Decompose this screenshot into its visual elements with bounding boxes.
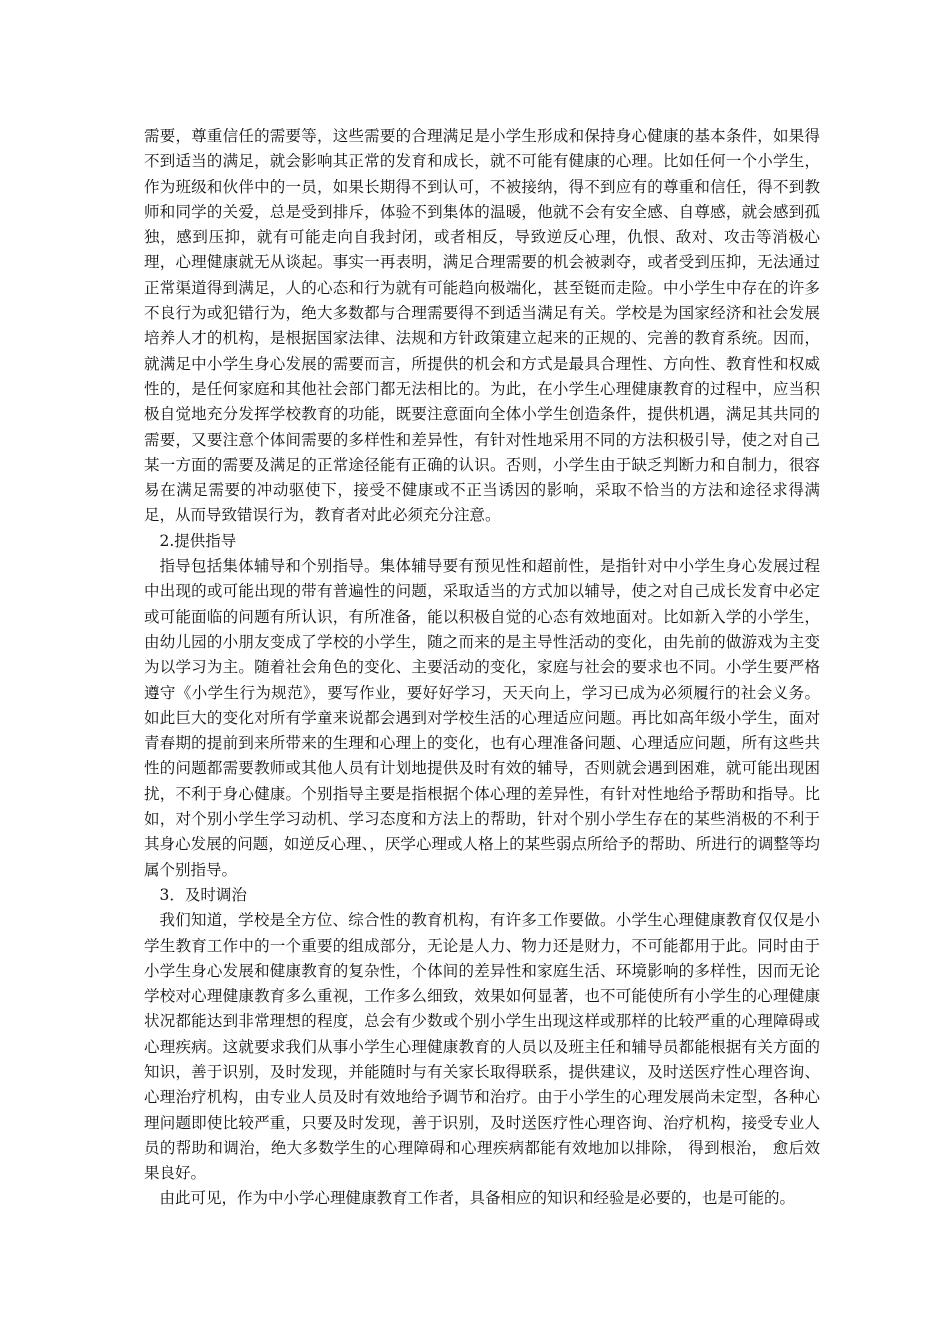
paragraph-timely-treatment: 我们知道，学校是全方位、综合性的教育机构，有许多工作要做。小学生心理健康教育仅仅是小学生教育工作中的一个重要的组成部分，无论是人力、物力还是财力，不可能都用于此。同时由于小学生身心发展和健康教育的复杂性，个体间的差异性和家庭生活、环境影响的多样性，因而无论学校对心理健康教育多么重视，工作多么细致，效果如何显著，也不可能使所有小学生的心理健康状况都能达到非常理想的程度，总会有少数或个别小学生出现这样或那样的比较严重的心理障碍或心理疾病。这就要求我们从事小学生心理健康教育的人员以及班主任和辅导员都能根据有关方面的知识，善于识别，及时发现，并能随时与有关家长取得联系，提供建议，及时送医疗性心理咨询、心理治疗机构，由专业人员及时有效地给予调节和治疗。由于小学生的心理发展尚未定型，各种心理问题即使比较严重，只要及时发现，善于识别，及时送医疗性心理咨询、治疗机构，接受专业人员的帮助和调治，绝大多数学生的心理障碍和心理疾病都能有效地加以排除， 得到根治， 愈后效果良好。 bbox=[144, 911, 820, 1183]
paragraph-guidance: 指导包括集体辅导和个别指导。集体辅导要有预见性和超前性，是指针对中小学生身心发展过程中出现的或可能出现的带有普遍性的问题，采取适当的方式加以辅导，使之对自己成长发育中必定或可能面临的问题有所认识，有所准备，能以积极自觉的心态有效地面对。比如新入学的小学生，由幼儿园的小朋友变成了学校的小学生，随之而来的是主导性活动的变化，由先前的做游戏为主变为以学习为主。随着社会角色的变化、主要活动的变化，家庭与社会的要求也不同。小学生要严格遵守《小学生行为规范》，要写作业，要好好学习，天天向上，学习已成为必须履行的社会义务。 如此巨大的变化对所有学童来说都会遇到对学校生活的心理适应问题。再比如高年级小学生，面对青春期的提前到来所带来的生理和心理上的变化，也有心理准备问题、心理适应问题，所有这些共性的问题都需要教师或其他人员有计划地提供及时有效的辅导，否则就会遇到困难，就可能出现困扰，不利于身心健康。个别指导主要是指根据个体心理的差异性，有针对性地给予帮助和指导。比如，对个别小学生学习动机、学习态度和方法上的帮助，针对个别小学生存在的某些消极的不利于其身心发展的问题，如逆反心理、，厌学心理或人格上的某些弱点所给予的帮助、所进行的调整等均属个别指导。 bbox=[144, 557, 820, 879]
section-heading-guidance: 2.提供指导 bbox=[159, 531, 237, 550]
document-page bbox=[144, 124, 820, 1212]
paragraph-conclusion: 由此可见，作为中小学心理健康教育工作者，具备相应的知识和经验是必要的，也是可能的。 bbox=[159, 1189, 796, 1208]
paragraph-needs-satisfaction: 需要，尊重信任的需要等，这些需要的合理满足是小学生形成和保持身心健康的基本条件，如果得不到适当的满足，就会影响其正常的发育和成长，就不可能有健康的心理。比如任何一个小学生，作为班级和伙伴中的一员，如果长期得不到认可，不被接纳，得不到应有的尊重和信任，得不到教师和同学的关爱，总是受到排斥，体验不到集体的温暖，他就不会有安全感、自尊感，就会感到孤独，感到压抑，就有可能走向自我封闭，或者相反，导致逆反心理，仇恨、敌对、攻击等消极心理，心理健康就无从谈起。事实一再表明，满足合理需要的机会被剥夺，或者受到压抑，无法通过正常渠道得到满足，人的心态和行为就有可能趋向极端化，甚至铤而走险。中小学生中存在的许多不良行为或犯错行为，绝大多数都与合理需要得不到适当满足有关。学校是为国家经济和社会发展培养人才的机构，是根据国家法律、法规和方针政策建立起来的正规的、完善的教育系统。因而，就满足中小学生身心发展的需要而言，所提供的机会和方式是最具合理性、方向性、教育性和权威性的，是任何家庭和其他社会部门都无法相比的。为此，在小学生心理健康教育的过程中，应当积极自觉地充分发挥学校教育的功能，既要注意面向全体小学生创造条件，提供机遇，满足其共同的需要，又要注意个体间需要的多样性和差异性，有针对性地采用不同的方法积极引导，使之对自己某一方面的需要及满足的正常途径能有正确的认识。否则，小学生由于缺乏判断力和自制力，很容易在满足需要的冲动驱使下，接受不健康或不正当诱因的影响，采取不恰当的方法和途径求得满足，从而导致错误行为，教育者对此必须充分注意。 bbox=[144, 127, 820, 525]
section-heading-timely-treatment: 3．及时调治 bbox=[159, 885, 247, 904]
